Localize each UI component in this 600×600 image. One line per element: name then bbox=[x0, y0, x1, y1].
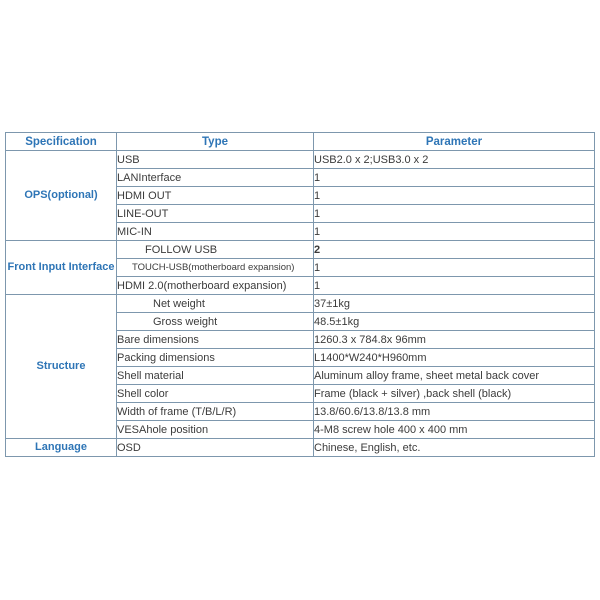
type-cell: OSD bbox=[117, 439, 314, 457]
section-label-structure: Structure bbox=[6, 295, 117, 439]
type-cell: MIC-IN bbox=[117, 223, 314, 241]
type-cell: Net weight bbox=[117, 295, 314, 313]
header-parameter: Parameter bbox=[314, 133, 595, 151]
type-cell: VESAhole position bbox=[117, 421, 314, 439]
param-cell: Aluminum alloy frame, sheet metal back cover bbox=[314, 367, 595, 385]
table-header-row bbox=[6, 133, 595, 151]
type-cell: USB bbox=[117, 151, 314, 169]
type-cell: Shell material bbox=[117, 367, 314, 385]
type-cell: LANInterface bbox=[117, 169, 314, 187]
param-cell: 13.8/60.6/13.8/13.8 mm bbox=[314, 403, 595, 421]
param-cell: 1 bbox=[314, 277, 595, 295]
type-cell: Width of frame (T/B/L/R) bbox=[117, 403, 314, 421]
param-cell: 1 bbox=[314, 205, 595, 223]
param-cell: 1 bbox=[314, 223, 595, 241]
param-cell: Chinese, English, etc. bbox=[314, 439, 595, 457]
param-cell: 37±1kg bbox=[314, 295, 595, 313]
param-cell: 1 bbox=[314, 169, 595, 187]
param-cell: 4-M8 screw hole 400 x 400 mm bbox=[314, 421, 595, 439]
param-cell: 2 bbox=[314, 241, 595, 259]
table-row bbox=[6, 151, 595, 169]
type-cell: FOLLOW USB bbox=[117, 241, 314, 259]
table-row bbox=[6, 439, 595, 457]
param-cell: 1260.3 x 784.8x 96mm bbox=[314, 331, 595, 349]
type-cell: HDMI OUT bbox=[117, 187, 314, 205]
specification-table bbox=[5, 132, 595, 457]
param-cell: Frame (black + silver) ,back shell (black) bbox=[314, 385, 595, 403]
table-row bbox=[6, 241, 595, 259]
section-label-language: Language bbox=[6, 439, 117, 457]
param-cell: 48.5±1kg bbox=[314, 313, 595, 331]
header-specification: Specification bbox=[6, 133, 117, 151]
param-cell: 1 bbox=[314, 187, 595, 205]
type-cell: Shell color bbox=[117, 385, 314, 403]
table-row bbox=[6, 295, 595, 313]
type-cell: HDMI 2.0(motherboard expansion) bbox=[117, 277, 314, 295]
param-cell: L1400*W240*H960mm bbox=[314, 349, 595, 367]
type-cell: Packing dimensions bbox=[117, 349, 314, 367]
type-cell: Bare dimensions bbox=[117, 331, 314, 349]
type-cell: TOUCH-USB(motherboard expansion) bbox=[117, 259, 314, 277]
header-type: Type bbox=[117, 133, 314, 151]
section-label-ops: OPS(optional) bbox=[6, 151, 117, 241]
param-cell: USB2.0 x 2;USB3.0 x 2 bbox=[314, 151, 595, 169]
section-label-front-input: Front Input Interface bbox=[6, 241, 117, 295]
param-cell: 1 bbox=[314, 259, 595, 277]
type-cell: Gross weight bbox=[117, 313, 314, 331]
type-cell: LINE-OUT bbox=[117, 205, 314, 223]
